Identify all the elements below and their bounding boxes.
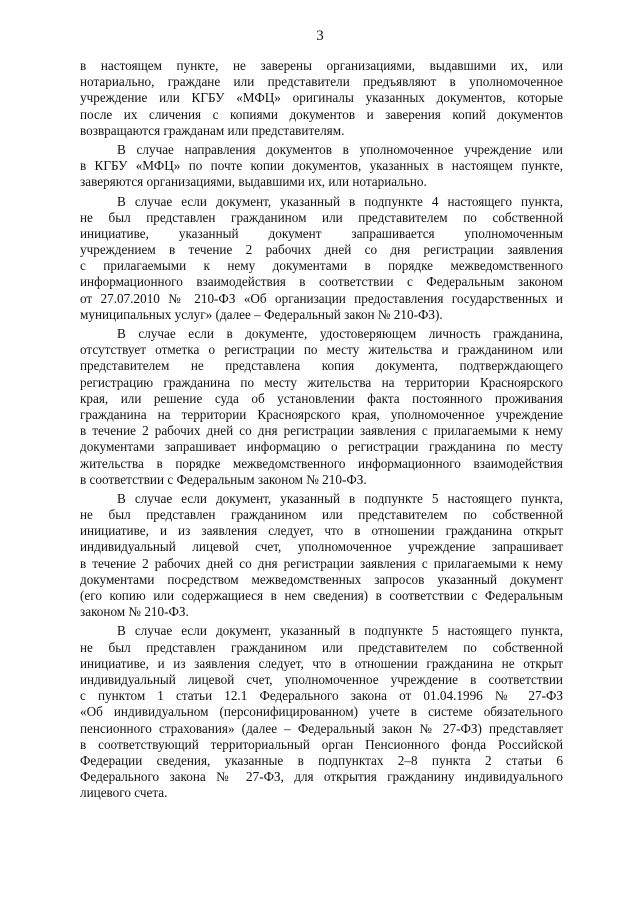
text-line: В случае если документ, указанный в подпункте 5 настоящего пункта,	[117, 490, 563, 506]
text-line: В случае если документ, указанный в подпункте 5 настоящего пункта,	[117, 623, 563, 639]
text-line: документами запрашивает информацию о регистрации гражданина по месту	[80, 439, 563, 455]
text-line: муниципальных услуг» (далее – Федеральный закон № 210-ФЗ).	[80, 306, 443, 322]
paragraph-2	[80, 142, 563, 191]
text-line: в соответствующий территориальный орган Пенсионного фонда Российской	[80, 736, 563, 752]
paragraph-6	[80, 623, 563, 801]
text-line: информационного взаимодействия в соответствии с Федеральным законом	[80, 274, 563, 290]
text-line: в течение 2 рабочих дней со дня регистрации заявления с прилагаемыми к нему	[80, 423, 563, 439]
text-line: в КГБУ «МФЦ» по почте копии документов, указанных в настоящем пункте,	[80, 158, 563, 174]
text-line: индивидуальный лицевой счет, уполномоченное учреждение в соответствии	[80, 671, 563, 687]
text-line: жительства в порядке межведомственного информационного взаимодействия	[80, 455, 563, 471]
text-line: учреждением в течение 2 рабочих дней со дня регистрации заявления	[80, 242, 563, 258]
text-line: не был представлен гражданином или представителем по собственной	[80, 209, 563, 225]
text-line: от 27.07.2010 № 210-ФЗ «Об организации предоставления государственных и	[80, 290, 563, 306]
text-line: Федерального закона № 27-ФЗ, для открытия гражданину индивидуального	[80, 769, 563, 785]
text-line: в настоящем пункте, не заверены организациями, выдавшими их, или	[80, 58, 563, 73]
text-line: не был представлен гражданином или представителем по собственной	[80, 507, 563, 523]
text-line: В случае если документ, указанный в подпункте 4 настоящего пункта,	[117, 193, 563, 209]
text-line: края, или решение суда об установлении факта постоянного проживания	[80, 390, 563, 406]
paragraph-3	[80, 194, 563, 324]
text-line: Федерации сведения, указанные в подпунктах 2–8 пункта 2 статьи 6	[80, 752, 563, 768]
text-line: отсутствует отметка о регистрации по месту жительства и гражданином или	[80, 342, 563, 358]
text-line: учреждение или КГБУ «МФЦ» оригиналы указанных документов, которые	[80, 90, 563, 106]
paragraph-1	[80, 58, 563, 139]
text-line: с пунктом 1 статьи 12.1 Федерального закона от 01.04.1996 № 27-ФЗ	[80, 688, 563, 704]
text-line: с прилагаемыми к нему документами в порядке межведомственного	[80, 258, 563, 274]
text-line: заверяются организациями, выдавшими их, или нотариально.	[80, 174, 427, 190]
text-line: инициативе, и из заявления следует, что в отношении гражданина не открыт	[80, 655, 563, 671]
text-line: после их сличения с копиями документов и заверения копий документов	[80, 106, 563, 122]
text-line: представителем не представлена копия документа, подтверждающего	[80, 358, 563, 374]
text-line: законом № 210-ФЗ.	[80, 604, 189, 620]
paragraph-5	[80, 491, 563, 621]
text-line: не был представлен гражданином или представителем по собственной	[80, 639, 563, 655]
text-line: В случае направления документов в уполномоченное учреждение или	[117, 141, 563, 157]
document-body	[80, 58, 563, 801]
text-line: индивидуальный лицевой счет, уполномоченное учреждение запрашивает	[80, 539, 563, 555]
text-line: гражданина на территории Красноярского края, уполномоченное учреждение	[80, 406, 563, 422]
text-line: пенсионного страхования» (далее – Федеральный закон № 27-ФЗ) представляет	[80, 720, 563, 736]
text-line: В случае если в документе, удостоверяющем личность гражданина,	[117, 326, 563, 341]
text-line: нотариально, граждане или представители предъявляют в уполномоченное	[80, 74, 563, 90]
text-line: инициативе, указанный документ запрашивается уполномоченным	[80, 225, 563, 241]
text-line: (его копию или содержащиеся в нем сведения) в соответствии с Федеральным	[80, 588, 563, 603]
text-line: в соответствии с Федеральным законом № 210-ФЗ.	[80, 471, 367, 487]
text-line: инициативе, и из заявления следует, что в отношении гражданина открыт	[80, 523, 563, 539]
text-line: возвращаются гражданам или представителям.	[80, 122, 345, 138]
text-line: документами посредством межведомственных запросов указанный документ	[80, 571, 563, 587]
text-line: регистрацию гражданина по месту жительства на территории Красноярского	[80, 374, 563, 390]
paragraph-4	[80, 326, 563, 488]
text-line: в течение 2 рабочих дней со дня регистрации заявления с прилагаемыми к нему	[80, 555, 563, 571]
text-line: лицевого счета.	[80, 785, 168, 801]
page-number: 3	[316, 28, 324, 44]
text-line: «Об индивидуальном (персонифицированном) учете в системе обязательного	[80, 704, 563, 720]
